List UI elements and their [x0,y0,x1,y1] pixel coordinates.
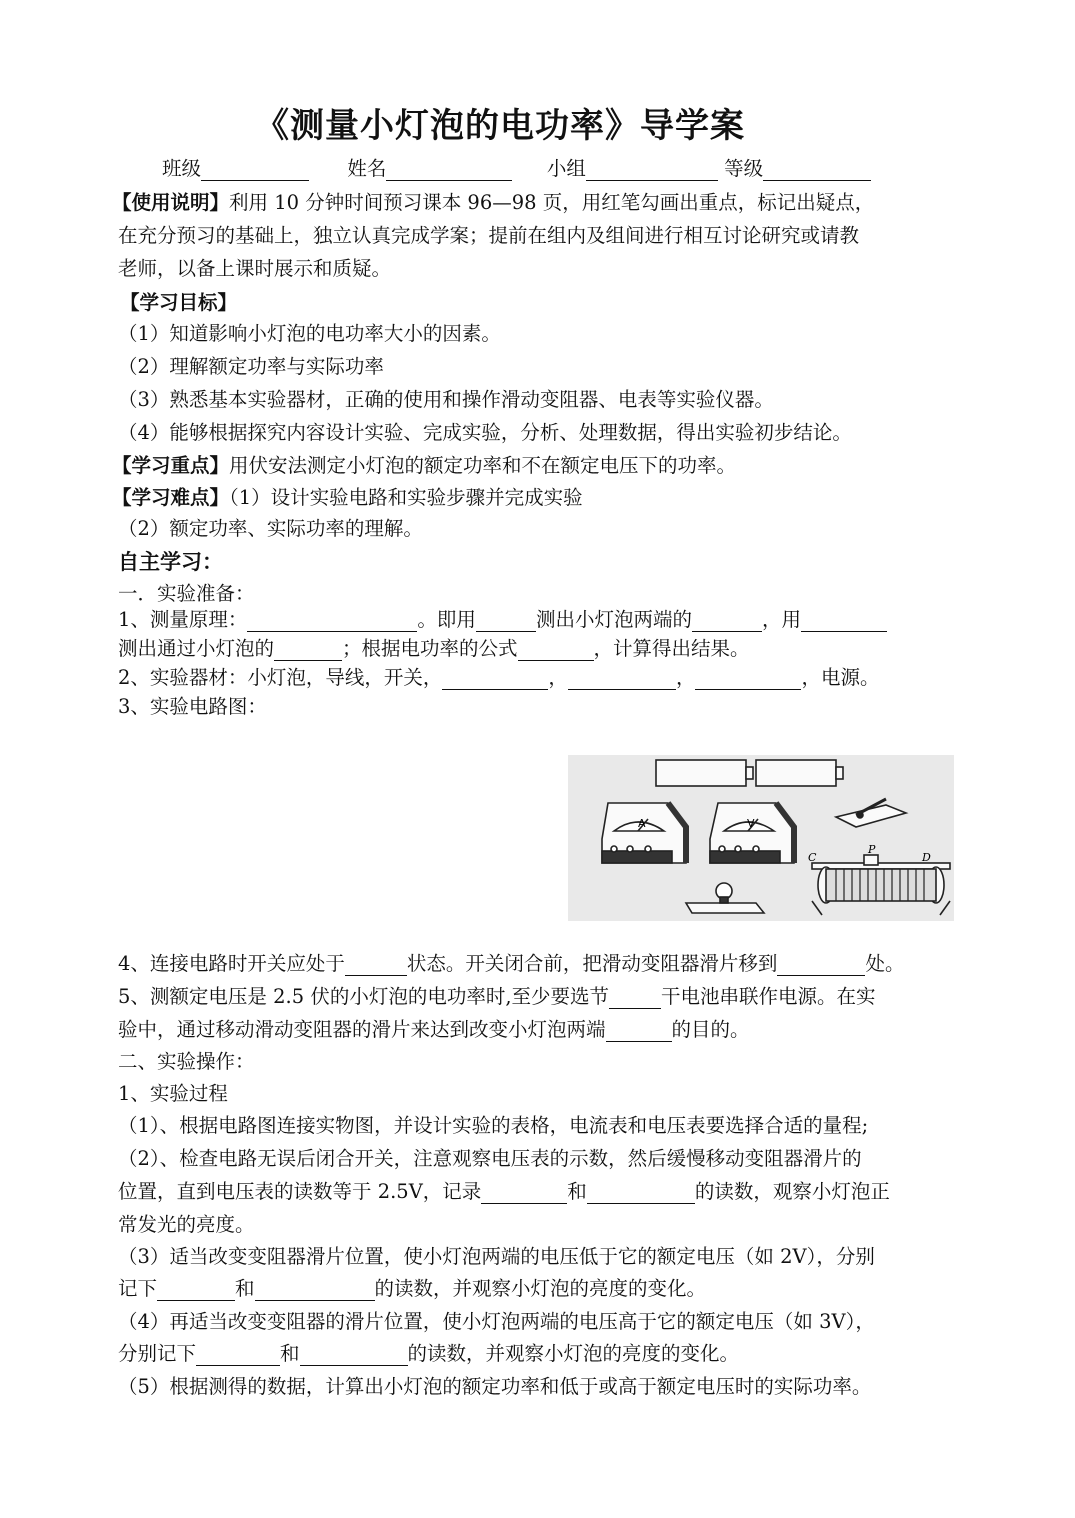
grade-field[interactable] [763,158,871,181]
prep-heading: 一．实验准备： [118,582,255,605]
objective-item-2: （2）理解额定功率与实际功率 [118,355,384,378]
student-info-row [162,152,871,185]
usage-line-1: 【使用说明】利用 10 分钟时间预习课本 96—98 页，用红笔勾画出重点，标记出疑点， [112,191,875,214]
question-3: 3、实验电路图： [118,695,267,718]
terminal-d-label: D [922,851,931,864]
grade-label: 等级 [724,157,764,180]
step-1: （1）、根据电路图连接实物图，并设计实验的表格，电流表和电压表要选择合适的量程; [118,1114,869,1137]
lamp-icon [686,903,764,913]
step-3-blank-2[interactable] [255,1278,375,1301]
apparatus-figure [568,755,954,921]
ammeter-label: A [638,817,646,830]
self-study-heading: 自主学习： [118,550,223,574]
step-2-blank-2[interactable] [587,1181,695,1204]
voltmeter-label: V [747,817,755,830]
equipment-blank-3[interactable] [695,667,801,690]
objective-item-1: （1）知道影响小灯泡的电功率大小的因素。 [118,322,501,345]
battery-icon [656,760,746,786]
ammeter-blank[interactable] [801,609,887,632]
group-field[interactable] [586,158,718,181]
usage-tag: 【使用说明】 [112,191,230,214]
step-2-line-2: 位置，直到电压表的读数等于 2.5V，记录 和 的读数，观察小灯泡正 [118,1180,890,1203]
step-2-line-3: 常发光的亮度。 [118,1213,255,1236]
step-4-line-1: （4）再适当改变变阻器的滑片位置，使小灯泡两端的电压高于它的额定电压（如 3V）， [118,1310,875,1333]
terminal-c-label: C [808,851,817,864]
step-3-line-1: （3）适当改变变阻器滑片位置，使小灯泡两端的电压低于它的额定电压（如 2V），分别 [118,1245,875,1268]
switch-state-blank[interactable] [345,953,407,976]
usage-line-2: 在充分预习的基础上，独立认真完成学案；提前在组内及组间进行相互讨论研究或请教 [118,224,860,247]
group-label: 小组 [546,157,586,180]
battery-icon [756,760,836,786]
step-5: （5）根据测得的数据，计算出小灯泡的额定功率和低于或高于额定电压时的实际功率。 [118,1375,872,1398]
equipment-blank-2[interactable] [568,667,676,690]
step-4-line-2: 分别记下 和 的读数，并观察小灯泡的亮度的变化。 [118,1342,740,1365]
principle-blank[interactable] [247,609,417,632]
equipment-blank-1[interactable] [442,667,548,690]
slider-position-blank[interactable] [777,953,865,976]
step-4-blank-1[interactable] [196,1343,280,1366]
apparatus-drawing [568,755,954,921]
class-field[interactable] [201,158,309,181]
difficulty-row: 【学习难点】（1）设计实验电路和实验步骤并完成实验 [112,486,583,509]
step-3-blank-1[interactable] [157,1278,235,1301]
current-blank[interactable] [274,638,342,661]
question-2: 2、实验器材：小灯泡，导线，开关， ， ， ，电源。 [118,666,880,689]
key-point-tag: 【学习重点】 [112,454,230,477]
purpose-blank[interactable] [606,1019,672,1042]
question-4: 4、连接电路时开关应处于 状态。开关闭合前，把滑动变阻器滑片移到 处。 [118,952,905,975]
name-label: 姓名 [347,157,387,180]
difficulty-tag: 【学习难点】 [112,486,230,509]
question-5-line-2: 验中，通过移动滑动变阻器的滑片来达到改变小灯泡两端 的目的。 [118,1018,750,1041]
objectives-heading: 【学习目标】 [120,291,238,314]
key-point-row [112,449,736,482]
difficulty-item-2: （2）额定功率、实际功率的理解。 [118,517,423,540]
step-4-blank-2[interactable] [300,1343,408,1366]
step-3-line-2: 记下 和 的读数，并观察小灯泡的亮度的变化。 [118,1277,707,1300]
question-1-line-1: 1、测量原理： 。即用 测出小灯泡两端的 ，用 [118,603,887,636]
process-heading: 1、实验过程 [118,1082,228,1105]
step-2-blank-1[interactable] [481,1181,567,1204]
name-field[interactable] [386,158,512,181]
question-5-line-1: 5、测额定电压是 2.5 伏的小灯泡的电功率时,至少要选节 干电池串联作电源。在实 [118,985,876,1008]
key-point-text: 用伏安法测定小灯泡的额定功率和不在额定电压下的功率。 [229,454,737,477]
question-1-line-2: 测出通过小灯泡的 ；根据电功率的公式 ，计算得出结果。 [118,637,750,660]
step-2-line-1: （2）、检查电路无误后闭合开关，注意观察电压表的示数，然后缓慢移动变阻器滑片的 [118,1147,862,1170]
battery-count-blank[interactable] [609,986,661,1009]
objective-item-3: （3）熟悉基本实验器材，正确的使用和操作滑动变阻器、电表等实验仪器。 [118,388,774,411]
class-label: 班级 [162,157,202,180]
objective-item-4: （4）能够根据探究内容设计实验、完成实验，分析、处理数据，得出实验初步结论。 [118,421,852,444]
voltmeter-blank[interactable] [476,609,536,632]
page-title: 《测量小灯泡的电功率》导学案 [255,106,745,146]
usage-line-3: 老师，以备上课时展示和质疑。 [118,257,392,280]
formula-blank[interactable] [518,638,594,661]
voltage-blank[interactable] [692,609,762,632]
slider-p-label: P [868,843,876,856]
operation-heading: 二、实验操作： [118,1050,255,1073]
